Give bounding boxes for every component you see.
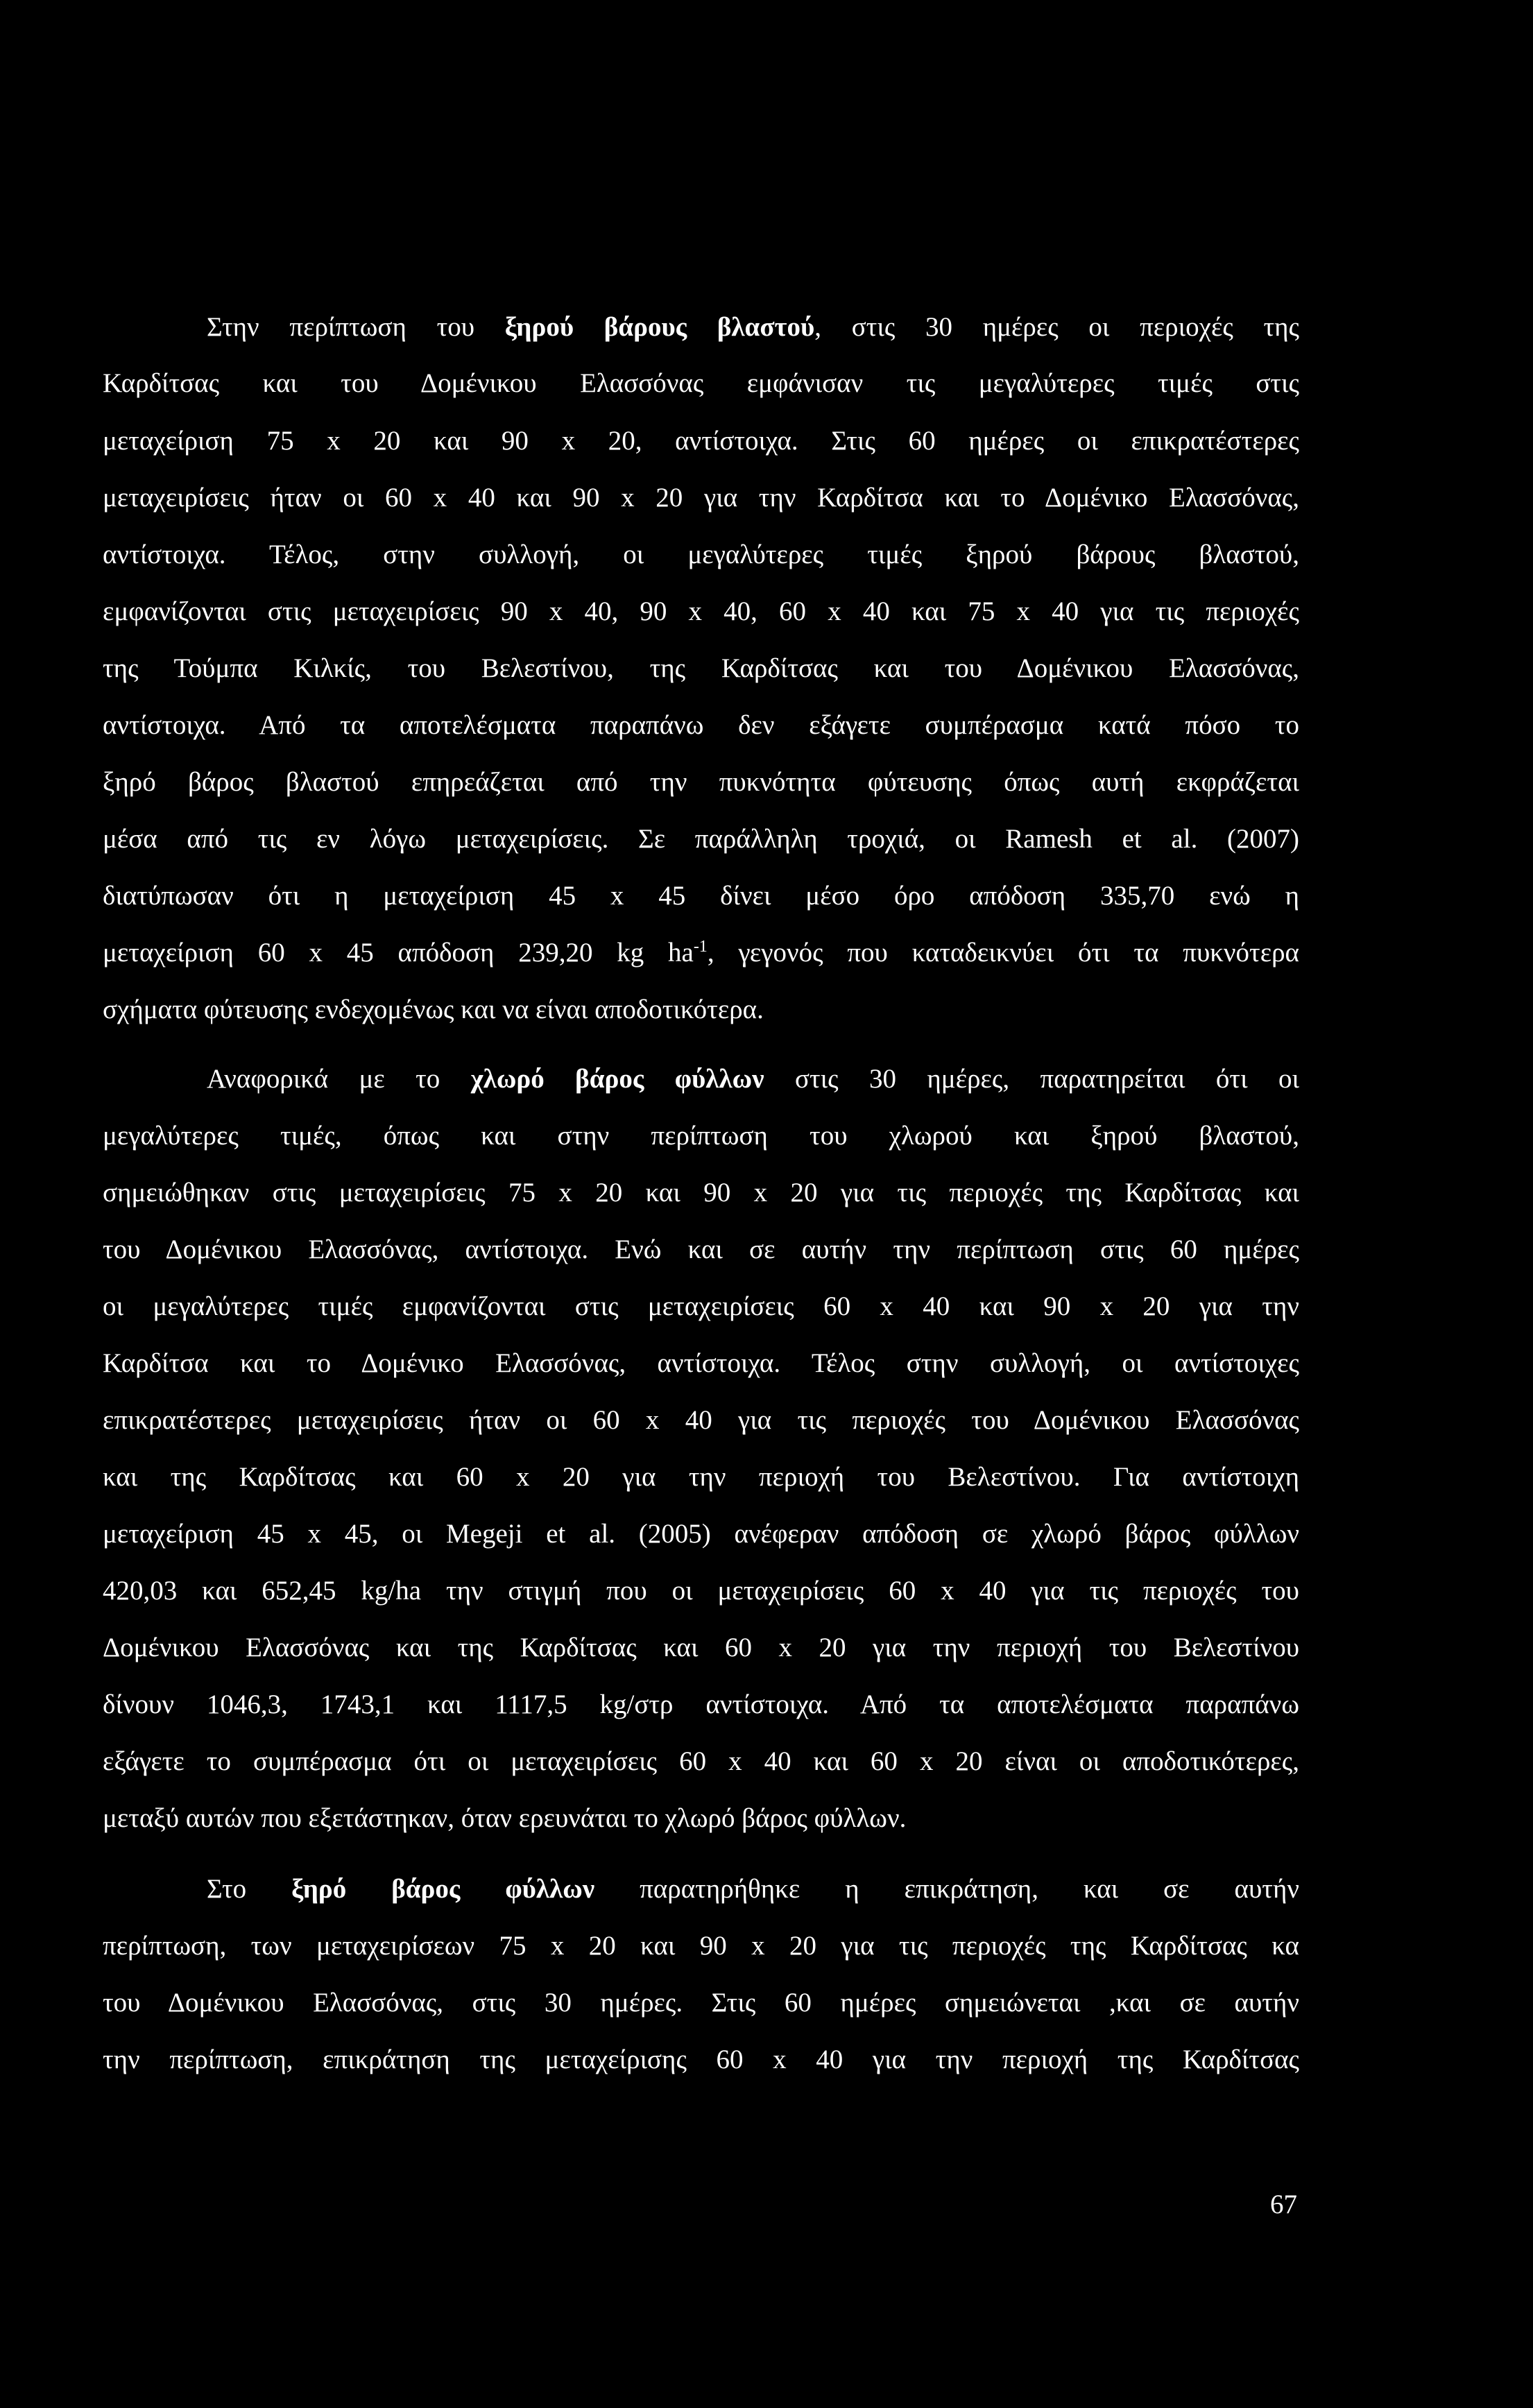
text-line: αντίστοιχα. Τέλος, στην συλλογή, οι μεγαλύτερες τιμές ξηρού βάρους βλαστού, — [103, 540, 1299, 569]
text-line: 420,03 και 652,45 kg/ha την στιγμή που οι μεταχειρίσεις 60 x 40 για τις περιοχές του — [103, 1576, 1299, 1606]
text-line: εμφανίζονται στις μεταχειρίσεις 90 x 40, 90 x 40, 60 x 40 και 75 x 40 για τις περιοχές — [103, 596, 1299, 626]
emphasis-term: ξηρού βάρους βλαστού — [504, 312, 815, 342]
superscript: -1 — [693, 938, 708, 956]
text-line: την περίπτωση, επικράτηση της μεταχείρισης 60 x 40 για την περιοχή της Καρδίτσας — [103, 2045, 1299, 2074]
text-line: σημειώθηκαν στις μεταχειρίσεις 75 x 20 και 90 x 20 για τις περιοχές της Καρδίτσας και — [103, 1178, 1299, 1207]
text-line: Στο ξηρό βάρος φύλλων παρατηρήθηκε η επικράτηση, και σε αυτήν — [207, 1874, 1299, 1904]
text-line: της Τούμπα Κιλκίς, του Βελεστίνου, της Καρδίτσας και του Δομένικου Ελασσόνας, — [103, 653, 1299, 683]
text-line: επικρατέστερες μεταχειρίσεις ήταν οι 60 x 40 για τις περιοχές του Δομένικου Ελασσόνας — [103, 1405, 1299, 1435]
text-line: μεταξύ αυτών που εξετάστηκαν, όταν ερευνάται το χλωρό βάρος φύλλων. — [103, 1803, 907, 1833]
text-line: μεταχείριση 45 x 45, οι Megeji et al. (2005) ανέφεραν απόδοση σε χλωρό βάρος φύλλων — [103, 1519, 1299, 1549]
text-line: μεταχείριση 75 x 20 και 90 x 20, αντίστοιχα. Στις 60 ημέρες οι επικρατέστερες — [103, 426, 1299, 456]
text-line: μεταχειρίσεις ήταν οι 60 x 40 και 90 x 20 για την Καρδίτσα και το Δομένικο Ελασσόνας, — [103, 483, 1299, 513]
text-line: Στην περίπτωση του ξηρού βάρους βλαστού, στις 30 ημέρες οι περιοχές της — [207, 312, 1299, 342]
page-number: 67 — [1270, 2190, 1297, 2219]
text-line: περίπτωση, των μεταχειρίσεων 75 x 20 και 90 x 20 για τις περιοχές της Καρδίτσας κα — [103, 1931, 1299, 1961]
text-line: Δομένικου Ελασσόνας και της Καρδίτσας και 60 x 20 για την περιοχή του Βελεστίνου — [103, 1633, 1299, 1662]
text-line: Αναφορικά με το χλωρό βάρος φύλλων στις 30 ημέρες, παρατηρείται ότι οι — [207, 1064, 1299, 1094]
text-line: δίνουν 1046,3, 1743,1 και 1117,5 kg/στρ αντίστοιχα. Από τα αποτελέσματα παραπάνω — [103, 1689, 1299, 1719]
text-line: μεγαλύτερες τιμές, όπως και στην περίπτωση του χλωρού και ξηρού βλαστού, — [103, 1121, 1299, 1151]
text-line: σχήματα φύτευσης ενδεχομένως και να είναι αποδοτικότερα. — [103, 995, 764, 1024]
text-line: ξηρό βάρος βλαστού επηρεάζεται από την πυκνότητα φύτευσης όπως αυτή εκφράζεται — [103, 767, 1299, 797]
text-line: διατύπωσαν ότι η μεταχείριση 45 x 45 δίνει μέσο όρο απόδοση 335,70 ενώ η — [103, 881, 1299, 911]
emphasis-term: χλωρό βάρος φύλλων — [470, 1064, 764, 1094]
text-line: και της Καρδίτσας και 60 x 20 για την περιοχή του Βελεστίνου. Για αντίστοιχη — [103, 1462, 1299, 1492]
text-line: Καρδίτσα και το Δομένικο Ελασσόνας, αντίστοιχα. Τέλος στην συλλογή, οι αντίστοιχες — [103, 1348, 1299, 1378]
text-line: Καρδίτσας και του Δομένικου Ελασσόνας εμφάνισαν τις μεγαλύτερες τιμές στις — [103, 368, 1299, 398]
text-line: του Δομένικου Ελασσόνας, στις 30 ημέρες. Στις 60 ημέρες σημειώνεται ,και σε αυτήν — [103, 1988, 1299, 2018]
text-line: αντίστοιχα. Από τα αποτελέσματα παραπάνω δεν εξάγετε συμπέρασμα κατά πόσο το — [103, 710, 1299, 740]
text-line: μέσα από τις εν λόγω μεταχειρίσεις. Σε παράλληλη τροχιά, οι Ramesh et al. (2007) — [103, 824, 1299, 854]
text-line: μεταχείριση 60 x 45 απόδοση 239,20 kg $ha^{-1}$, γεγονός που καταδεικνύει ότι τα πυκνότερα — [103, 938, 1299, 968]
text-line: εξάγετε το συμπέρασμα ότι οι μεταχειρίσεις 60 x 40 και 60 x 20 είναι οι αποδοτικότερες, — [103, 1746, 1299, 1776]
emphasis-term: ξηρό βάρος φύλλων — [291, 1874, 595, 1904]
text-line: οι μεγαλύτερες τιμές εμφανίζονται στις μεταχειρίσεις 60 x 40 και 90 x 20 για την — [103, 1291, 1299, 1321]
text-line: του Δομένικου Ελασσόνας, αντίστοιχα. Ενώ και σε αυτήν την περίπτωση στις 60 ημέρες — [103, 1235, 1299, 1264]
